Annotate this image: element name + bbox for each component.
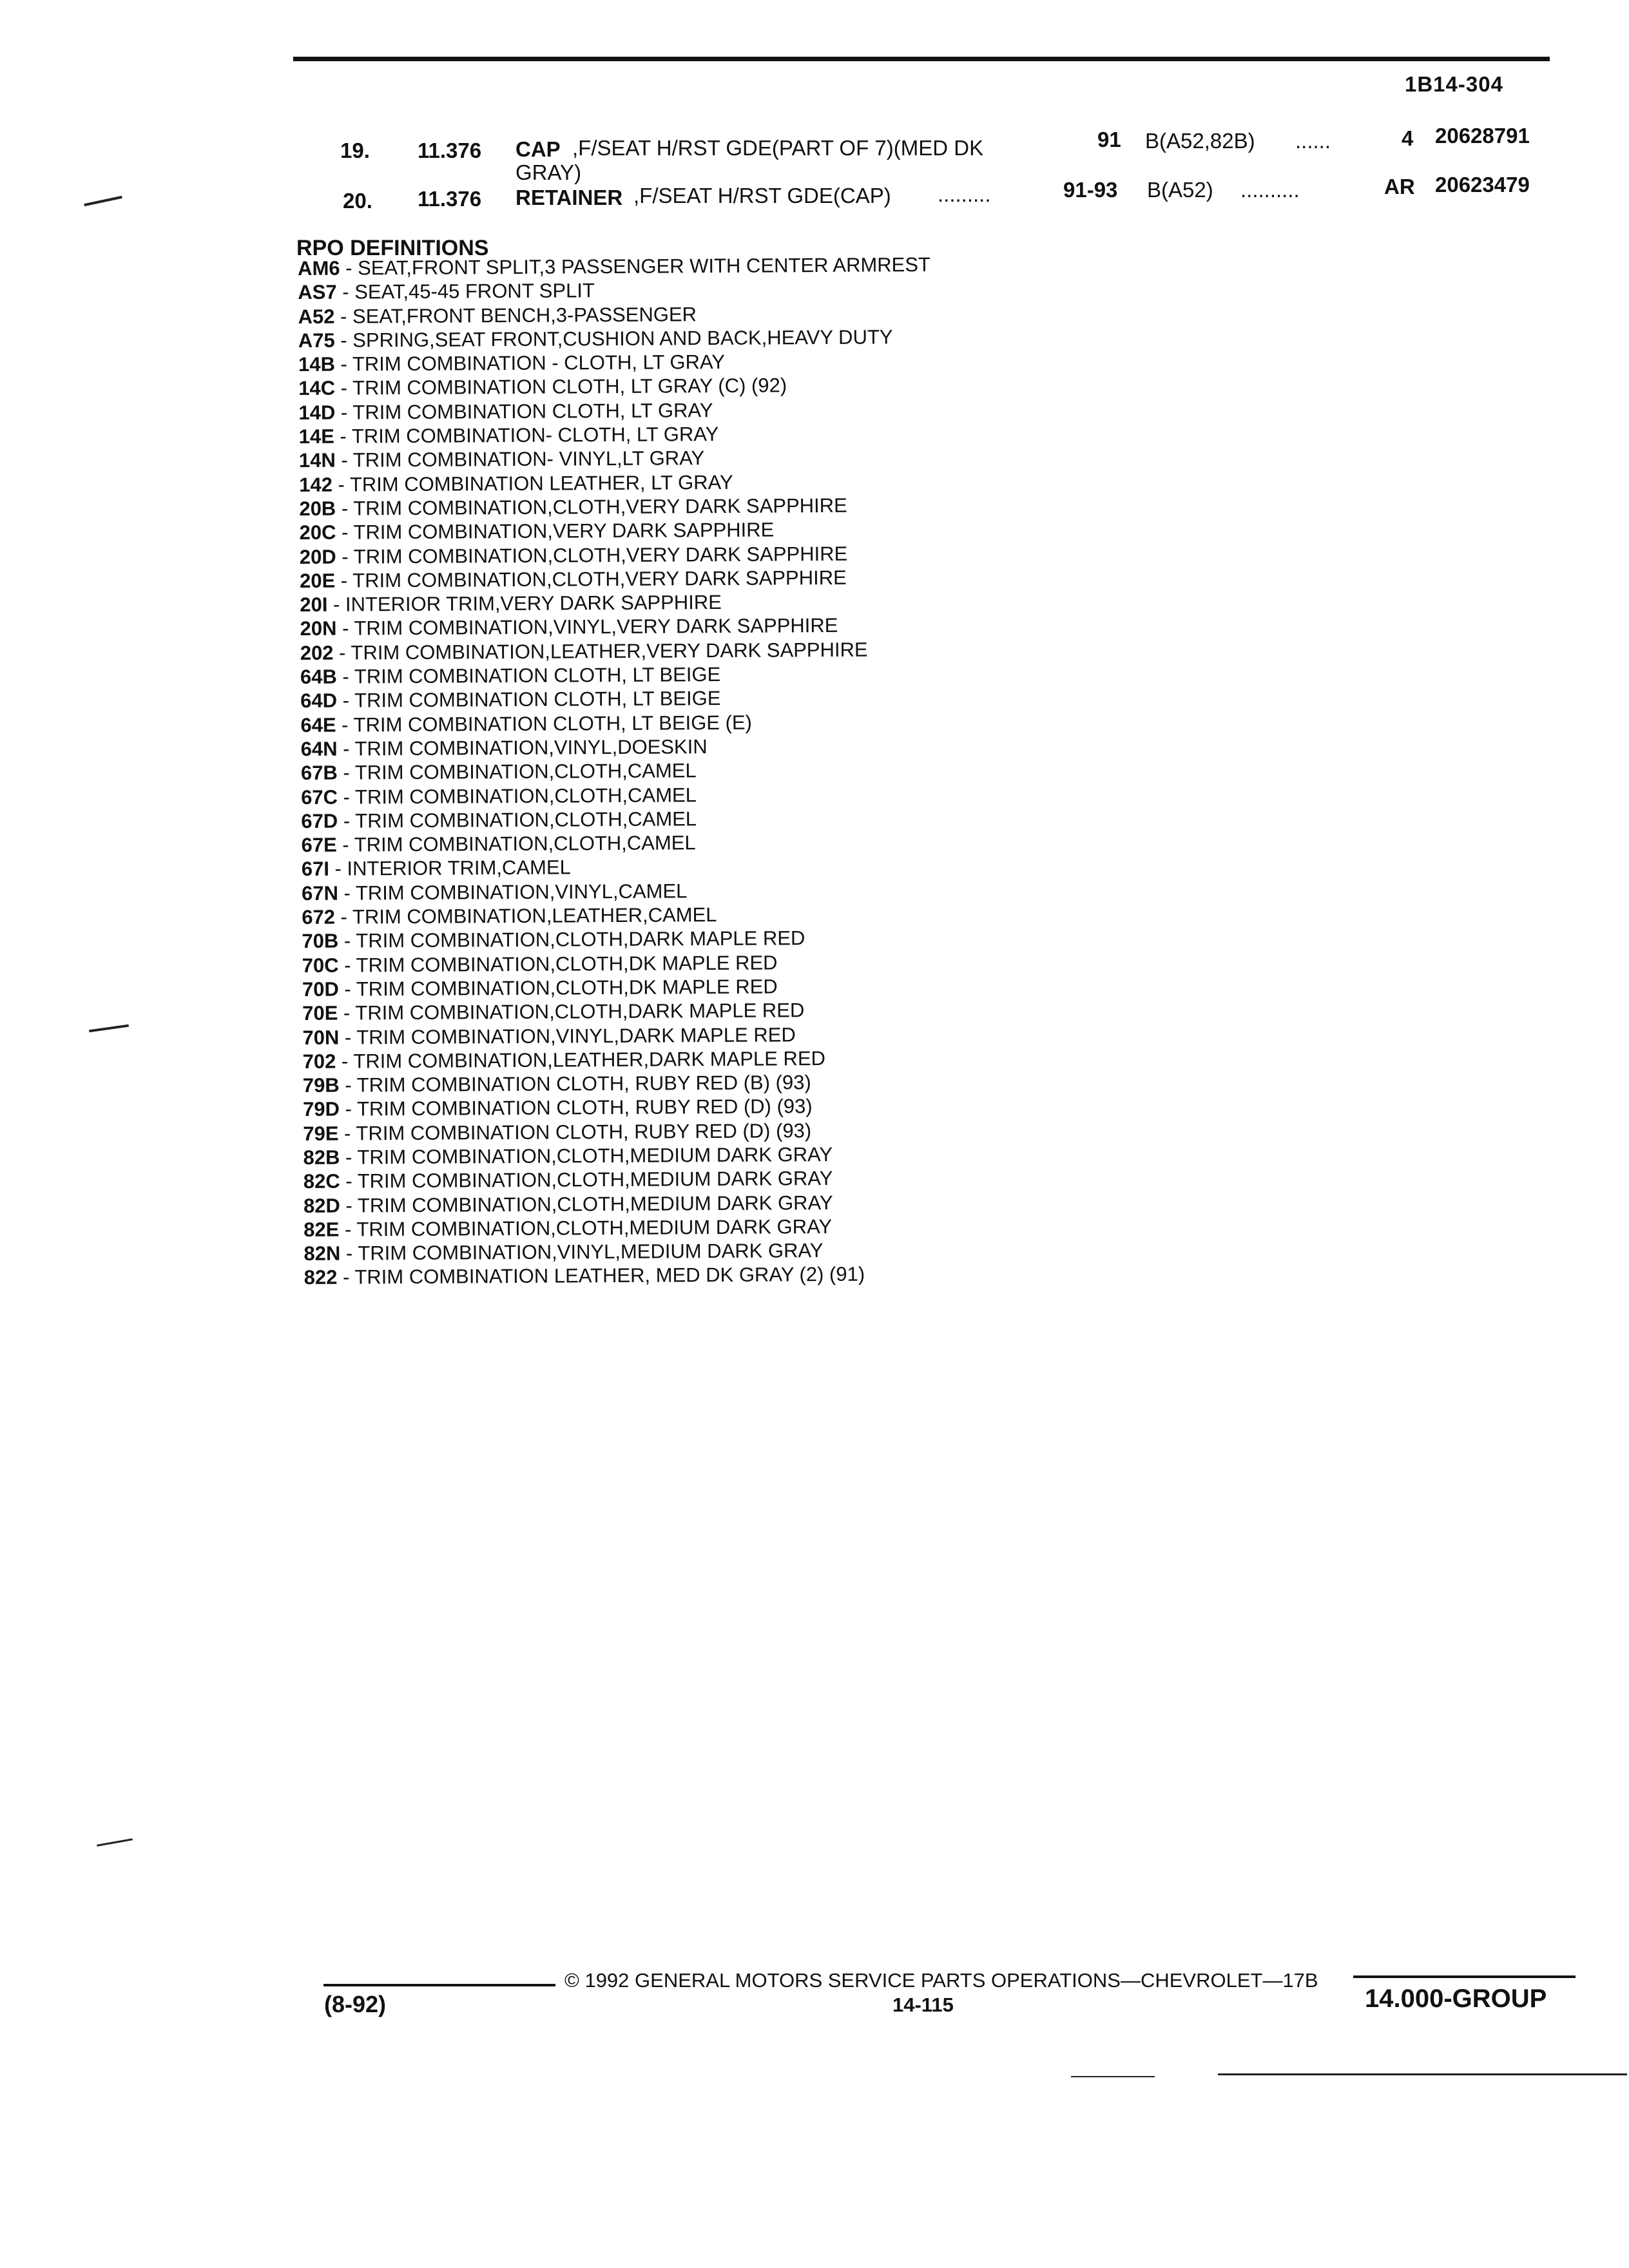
- part-name: RETAINER: [516, 186, 623, 209]
- rpo-definition-item: [304, 1190, 936, 1218]
- rpo-description: - SPRING,SEAT FRONT,CUSHION AND BACK,HEAVY DUTY: [334, 325, 893, 352]
- rpo-description: - TRIM COMBINATION,VINYL,CAMEL: [338, 879, 688, 905]
- rpo-code: 82D: [303, 1194, 340, 1217]
- rpo-definition-item: [298, 276, 930, 304]
- rpo-code: 64E: [300, 713, 336, 736]
- rpo-description: - TRIM COMBINATION CLOTH, LT BEIGE: [336, 663, 721, 688]
- rpo-code: 14D: [298, 401, 336, 424]
- page-number: 14-115: [892, 1994, 954, 2016]
- quantity: AR: [1384, 175, 1415, 198]
- rpo-description: - TRIM COMBINATION,VINYL,DOESKIN: [337, 735, 708, 760]
- rpo-code: 67C: [301, 785, 338, 809]
- rpo-description: - TRIM COMBINATION LEATHER, LT GRAY: [332, 470, 733, 496]
- part-number: 20628791: [1435, 124, 1530, 148]
- item-number: 20.: [343, 189, 372, 213]
- rpo-definition-item: [298, 372, 931, 400]
- rpo-description: - TRIM COMBINATION,CLOTH,CAMEL: [338, 807, 697, 832]
- rpo-description: - TRIM COMBINATION,CLOTH,CAMEL: [337, 759, 697, 784]
- rpo-definition-item: [298, 253, 930, 280]
- margin-mark: [97, 1838, 133, 1847]
- rpo-description: - TRIM COMBINATION,CLOTH,MEDIUM DARK GRAY: [339, 1215, 833, 1241]
- rpo-definition-item: [304, 1214, 936, 1242]
- rpo-definition-item: [300, 661, 933, 689]
- rpo-definition-item: [300, 589, 932, 617]
- rpo-description: - TRIM COMBINATION,VINYL,VERY DARK SAPPHIRE: [336, 614, 838, 640]
- rpo-description: - TRIM COMBINATION CLOTH, LT GRAY (C) (92): [335, 374, 787, 400]
- rpo-description: - TRIM COMBINATION CLOTH, LT BEIGE (E): [336, 711, 753, 736]
- usage-code: B(A52,82B): [1145, 129, 1255, 153]
- rpo-description: - TRIM COMBINATION,CLOTH,VERY DARK SAPPHIRE: [336, 542, 848, 568]
- rpo-definition-item: [300, 517, 932, 544]
- rpo-description: - TRIM COMBINATION,CLOTH,DARK MAPLE RED: [338, 999, 805, 1024]
- rpo-definition-item: [302, 878, 934, 905]
- rpo-description: - TRIM COMBINATION CLOTH, RUBY RED (B) (93): [339, 1071, 811, 1097]
- margin-mark: [1218, 2073, 1627, 2075]
- rpo-description: - INTERIOR TRIM,VERY DARK SAPPHIRE: [327, 591, 722, 616]
- rpo-code: 79D: [302, 1098, 340, 1121]
- rpo-description: - TRIM COMBINATION,CLOTH,CAMEL: [336, 831, 696, 856]
- part-name: CAP: [516, 137, 561, 161]
- rpo-code: 82B: [303, 1146, 340, 1169]
- rpo-code: 67E: [301, 833, 337, 857]
- rpo-definition-item: [299, 493, 932, 521]
- rpo-code: 70D: [302, 977, 339, 1001]
- rpo-code: 70E: [302, 1001, 338, 1025]
- rpo-definition-item: [298, 325, 931, 352]
- rpo-code: 20C: [299, 521, 336, 544]
- rpo-code: 70N: [302, 1026, 340, 1049]
- rpo-definition-item: [301, 733, 934, 761]
- usage-code: B(A52): [1147, 178, 1213, 202]
- rpo-definitions-title: RPO DEFINITIONS: [296, 236, 489, 260]
- revision-date: (8-92): [324, 1991, 387, 2017]
- rpo-definition-item: [301, 782, 934, 809]
- rpo-definition-item: [301, 805, 934, 833]
- rpo-description: - TRIM COMBINATION,LEATHER,CAMEL: [334, 903, 717, 928]
- rpo-definition-item: [303, 1046, 936, 1073]
- group-number: 11.376: [418, 187, 482, 211]
- rpo-code: 67I: [301, 858, 330, 881]
- quantity: 4: [1402, 126, 1414, 150]
- rpo-code: 64B: [300, 665, 337, 689]
- rpo-code: AS7: [298, 280, 337, 304]
- rpo-code: 70B: [302, 929, 339, 953]
- margin-mark: [84, 196, 122, 206]
- rpo-description: - TRIM COMBINATION,CLOTH,DARK MAPLE RED: [338, 927, 805, 952]
- rpo-definition-item: [298, 301, 930, 329]
- rpo-description: - TRIM COMBINATION,CLOTH,MEDIUM DARK GRAY: [340, 1191, 833, 1217]
- rpo-description: - TRIM COMBINATION CLOTH, LT BEIGE: [336, 687, 721, 712]
- item-number: 19.: [340, 139, 370, 162]
- rpo-code: 202: [300, 641, 334, 664]
- rpo-code: 20B: [299, 497, 336, 520]
- rpo-code: 14C: [298, 377, 336, 400]
- rpo-definition-item: [300, 565, 932, 593]
- rpo-code: 79B: [302, 1073, 340, 1097]
- rpo-definition-item: [300, 541, 932, 569]
- rpo-code: 20D: [299, 545, 336, 568]
- rpo-definition-item: [298, 349, 931, 376]
- rpo-definition-item: [301, 757, 934, 785]
- rpo-code: A75: [298, 329, 335, 352]
- rpo-definition-item: [298, 397, 931, 425]
- rpo-definition-item: [300, 613, 932, 640]
- rpo-definition-item: [299, 445, 932, 472]
- rpo-code: 67D: [301, 809, 338, 832]
- rpo-code: 672: [302, 905, 336, 928]
- rpo-description: - TRIM COMBINATION,CLOTH,DK MAPLE RED: [338, 975, 778, 1001]
- rpo-description: - INTERIOR TRIM,CAMEL: [329, 856, 571, 881]
- rpo-definition-item: [304, 1262, 937, 1289]
- rpo-definition-item: [300, 685, 933, 713]
- rpo-description: - TRIM COMBINATION,LEATHER,DARK MAPLE RED: [336, 1046, 826, 1073]
- rpo-description: - TRIM COMBINATION,CLOTH,CAMEL: [337, 783, 697, 809]
- rpo-definition-item: [303, 1070, 936, 1097]
- rpo-description: - TRIM COMBINATION,CLOTH,VERY DARK SAPPHIRE: [336, 494, 847, 520]
- rpo-code: 14B: [298, 352, 336, 376]
- rpo-description: - TRIM COMBINATION,VINYL,MEDIUM DARK GRAY: [340, 1239, 824, 1265]
- rpo-code: 82C: [303, 1169, 340, 1193]
- rpo-code: 142: [299, 473, 333, 496]
- part-description-continued: GRAY): [516, 160, 582, 184]
- rpo-code: 82N: [304, 1242, 341, 1265]
- rpo-code: 20N: [300, 617, 337, 640]
- rpo-description: - TRIM COMBINATION LEATHER, MED DK GRAY (2) (91): [337, 1263, 865, 1289]
- rpo-description: - SEAT,FRONT BENCH,3-PASSENGER: [334, 302, 697, 328]
- rpo-definition-item: [301, 829, 934, 857]
- rpo-description: - TRIM COMBINATION,CLOTH,VERY DARK SAPPHIRE: [335, 566, 847, 592]
- group-number-footer: 14.000-GROUP: [1365, 1984, 1547, 2013]
- rpo-definition-item: [303, 1142, 936, 1169]
- part-number: 20623479: [1435, 173, 1530, 197]
- part-description: ,F/SEAT H/RST GDE(CAP): [633, 184, 891, 207]
- footer-rule-left: [323, 1984, 555, 1986]
- rpo-description: - TRIM COMBINATION CLOTH, RUBY RED (D) (93): [338, 1119, 812, 1145]
- rpo-code: 79E: [303, 1122, 339, 1145]
- copyright-line: © 1992 GENERAL MOTORS SERVICE PARTS OPERATIONS—CHEVROLET—17B: [564, 1969, 1318, 1992]
- usage-leader: ..........: [1240, 178, 1300, 202]
- rpo-code: 822: [304, 1266, 338, 1289]
- header-rule: [293, 57, 1550, 61]
- rpo-definition-item: [302, 901, 934, 929]
- rpo-description: - TRIM COMBINATION,CLOTH,DK MAPLE RED: [338, 951, 778, 977]
- rpo-code: 70C: [302, 954, 339, 977]
- rpo-description: - TRIM COMBINATION,VERY DARK SAPPHIRE: [336, 518, 775, 544]
- rpo-definition-item: [302, 853, 934, 881]
- rpo-code: 20I: [300, 593, 328, 617]
- rpo-definition-item: [300, 709, 933, 737]
- rpo-definition-item: [304, 1166, 936, 1193]
- rpo-description: - SEAT,FRONT SPLIT,3 PASSENGER WITH CENTER ARMREST: [340, 253, 931, 280]
- rpo-definitions-list: [298, 253, 937, 1290]
- usage-leader: ......: [1295, 129, 1331, 153]
- rpo-code: 67N: [301, 881, 339, 905]
- rpo-code: 20E: [299, 569, 336, 592]
- rpo-definition-item: [302, 925, 934, 953]
- rpo-definition-item: [302, 974, 935, 1001]
- rpo-definition-item: [299, 469, 932, 497]
- rpo-code: A52: [298, 305, 335, 328]
- rpo-description: - TRIM COMBINATION,VINYL,DARK MAPLE RED: [339, 1023, 796, 1049]
- rpo-definition-item: [302, 950, 935, 977]
- rpo-description: - TRIM COMBINATION CLOTH, LT GRAY: [335, 398, 713, 424]
- rpo-description: - TRIM COMBINATION - CLOTH, LT GRAY: [334, 351, 726, 376]
- rpo-definition-item: [300, 637, 933, 665]
- rpo-code: 64D: [300, 689, 338, 713]
- page-code: 1B14-304: [1405, 72, 1503, 96]
- rpo-description: - SEAT,45-45 FRONT SPLIT: [336, 279, 595, 303]
- rpo-code: 67B: [300, 761, 338, 785]
- rpo-definition-item: [303, 1093, 936, 1121]
- rpo-description: - TRIM COMBINATION- CLOTH, LT GRAY: [334, 423, 719, 448]
- rpo-code: 702: [302, 1050, 336, 1073]
- rpo-code: 82E: [304, 1218, 340, 1241]
- rpo-description: - TRIM COMBINATION,CLOTH,MEDIUM DARK GRAY: [340, 1167, 833, 1193]
- margin-mark: [89, 1024, 129, 1033]
- model-years: 91-93: [1063, 178, 1118, 202]
- rpo-code: 14E: [298, 425, 334, 448]
- footer-rule-right: [1353, 1975, 1576, 1978]
- margin-mark: [1071, 2076, 1155, 2077]
- part-description: ,F/SEAT H/RST GDE(PART OF 7)(MED DK: [572, 136, 984, 160]
- rpo-code: 64N: [300, 737, 338, 760]
- rpo-code: 14N: [298, 449, 336, 472]
- rpo-definition-item: [304, 1238, 936, 1265]
- rpo-description: - TRIM COMBINATION- VINYL,LT GRAY: [335, 447, 705, 472]
- rpo-definition-item: [299, 421, 932, 448]
- rpo-description: - TRIM COMBINATION,LEATHER,VERY DARK SAPPHIRE: [333, 638, 868, 664]
- rpo-definition-item: [302, 997, 935, 1025]
- rpo-definition-item: [302, 1021, 935, 1049]
- rpo-definition-item: [303, 1118, 936, 1146]
- rpo-description: - TRIM COMBINATION CLOTH, RUBY RED (D) (93): [339, 1095, 813, 1121]
- rpo-code: AM6: [298, 256, 340, 280]
- description-leader: .........: [938, 182, 991, 206]
- model-years: 91: [1097, 128, 1121, 151]
- group-number: 11.376: [418, 139, 482, 162]
- rpo-description: - TRIM COMBINATION,CLOTH,MEDIUM DARK GRAY: [340, 1142, 833, 1169]
